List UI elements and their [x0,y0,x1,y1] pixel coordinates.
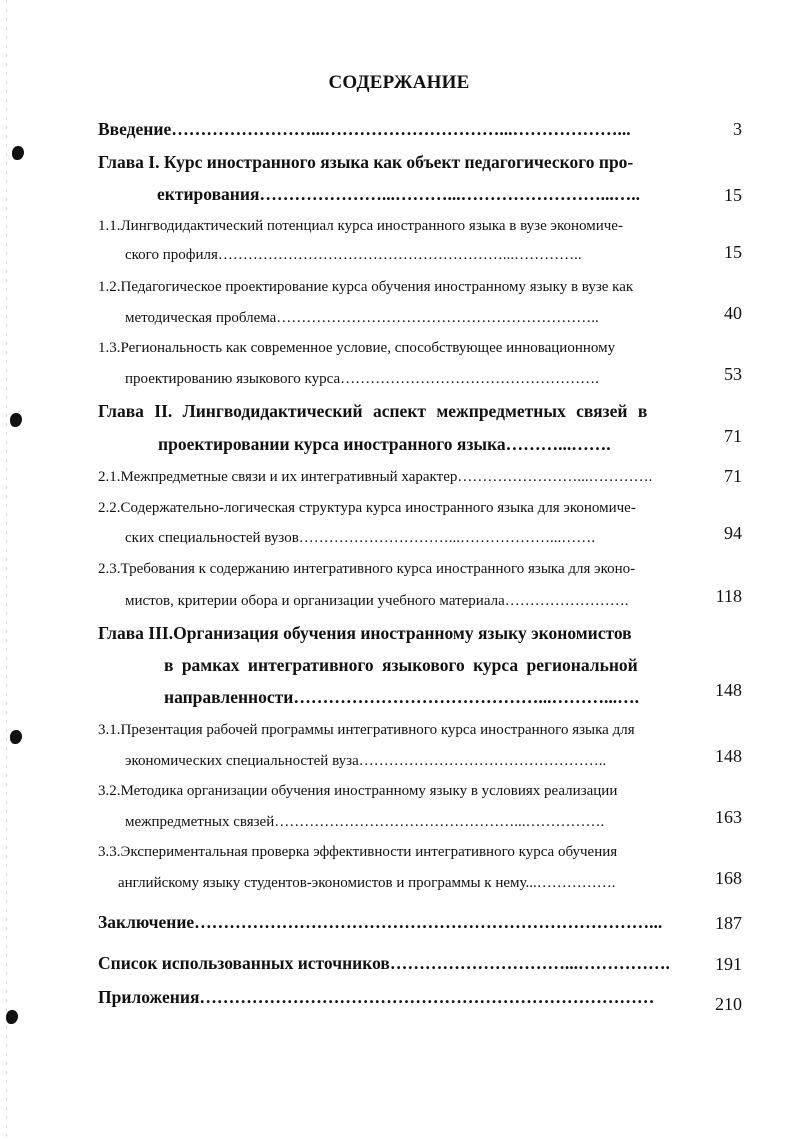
toc-line: межпредметных связей…………………………………………...……………. [125,814,605,830]
binding-hole [10,730,22,744]
toc-line: направленности……………………………………...………...…. [164,687,639,707]
toc-page-number: 3 [733,119,742,139]
toc-page-number: 118 [715,586,742,606]
toc-page-number: 148 [715,746,742,766]
toc-page-number: 15 [724,242,742,262]
toc-line: 1.1.Лингводидактический потенциал курса иностранного языка в вузе экономиче- [98,218,623,234]
toc-line: 2.2.Содержательно-логическая структура курса иностранного языка для экономиче- [98,500,636,516]
toc-line: 3.1.Презентация рабочей программы интегративного курса иностранного языка для [98,722,635,738]
toc-line: ских специальностей вузов…………………………...………………...……. [125,530,596,546]
toc-page-number: 40 [724,303,742,323]
binding-hole [10,413,22,427]
toc-page-number: 15 [724,185,742,205]
toc-line: 2.1.Межпредметные связи и их интегративный характер……………………...…………. [98,469,653,485]
toc-line: в рамках интегративного языкового курса региональной [164,655,638,675]
page-title: СОДЕРЖАНИЕ [328,72,470,93]
toc-line: английскому языку студентов-экономистов и программы к нему...……………. [118,875,616,891]
toc-page-number: 168 [715,868,742,888]
toc-line: Глава III.Организация обучения иностранному языку экономистов [98,623,632,643]
toc-page-number: 71 [724,466,742,486]
toc-line: ектирования…………………...………...……………………...….. [157,184,641,204]
toc-line [98,341,692,356]
toc-line: проектированию языкового курса……………………………………………. [125,371,599,387]
toc-page-number: 163 [715,807,742,827]
toc-line: ского профиля…………………………………………………...………….. [125,247,582,263]
toc-line: 3.2.Методика организации обучения иностранному языку в условиях реализации [98,783,618,799]
toc-line: Введение……………………...…………………………...………………... [98,119,631,139]
toc-line: экономических специальностей вуза………………………………………….. [125,753,607,769]
toc-page-number: 187 [715,913,742,933]
toc-page-number: 53 [724,364,742,384]
toc-line: 2.3.Требования к содержанию интегративного курса иностранного языка для эконо- [98,561,636,577]
binding-hole [6,1010,18,1024]
toc-line: Глава II. Лингводидактический аспект межпредметных связей в [98,401,648,421]
toc-line: 1.2.Педагогическое проектирование курса обучения иностранному языку в вузе как [98,279,634,295]
toc-line: Список использованных источников…………………………...……………. [98,953,670,973]
toc-line: Приложения…………………………………………………………………… [98,987,655,1007]
toc-line: проектировании курса иностранного языка………...……. [158,434,611,454]
toc-line: методическая проблема……………………………………………………….. [125,310,599,326]
toc-line: 3.3.Экспериментальная проверка эффективности интегративного курса обучения [98,844,618,860]
toc-page-number: 210 [715,994,742,1014]
toc-page-number: 191 [715,954,742,974]
toc-line: Глава I. Курс иностранного языка как объект педагогического про- [98,152,634,172]
toc-page-number: 148 [715,680,742,700]
toc-line-text: 1.3.Региональность как современное условие, способствующее инновационному [98,340,616,356]
toc-page-number: 71 [724,426,742,446]
toc-page-number: 94 [724,523,742,543]
toc-line: Заключение……………………………………………………………………... [98,912,663,932]
binding-hole [12,146,24,160]
scan-edge [6,0,7,1141]
toc-line: мистов, критерии обора и организации учебного материала……………………. [125,593,629,609]
